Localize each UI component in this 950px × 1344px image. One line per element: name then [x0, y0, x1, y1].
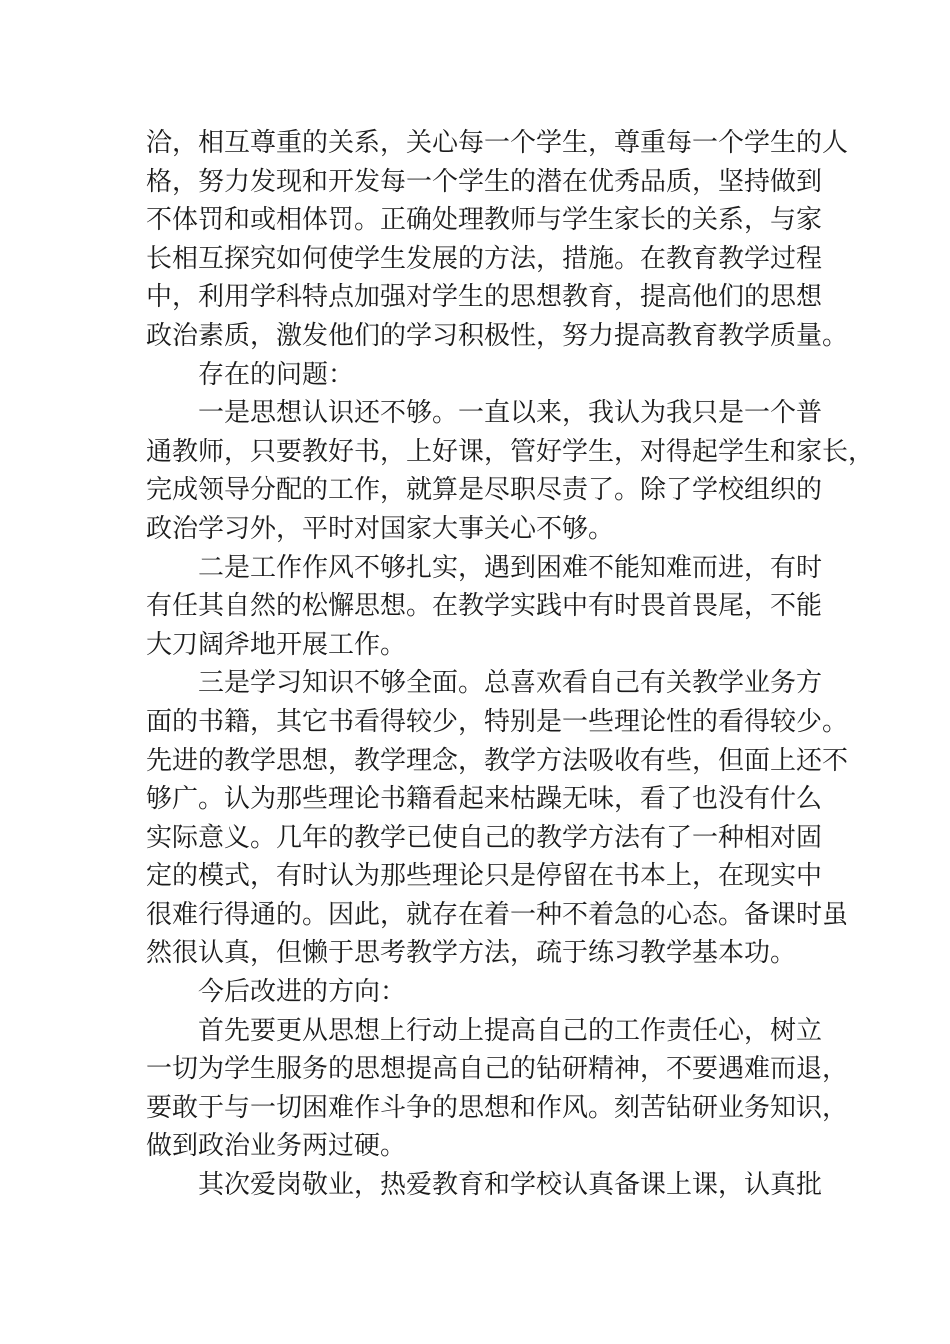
text-line-21: 很难行得通的。因此，就存在着一种不着急的心态。备课时虽 — [146, 899, 849, 930]
text-line-27: 做到政治业务两过硬。 — [146, 1131, 407, 1162]
text-line-2: 格，努力发现和开发每一个学生的潜在优秀品质，坚持做到 — [146, 166, 823, 197]
text-line-11: 政治学习外，平时对国家大事关心不够。 — [146, 513, 615, 544]
text-line-14: 大刀阔斧地开展工作。 — [146, 629, 407, 660]
text-line-25: 一切为学生服务的思想提高自己的钻研精神，不要遇难而退， — [146, 1054, 849, 1085]
text-line-24: 首先要更从思想上行动上提高自己的工作责任心，树立 — [198, 1015, 823, 1046]
text-line-28: 其次爱岗敬业，热爱教育和学校认真备课上课，认真批 — [198, 1170, 823, 1201]
text-line-4: 长相互探究如何使学生发展的方法，措施。在教育教学过程 — [146, 243, 823, 274]
text-line-26: 要敢于与一切困难作斗争的思想和作风。刻苦钻研业务知识， — [146, 1092, 849, 1123]
text-line-8: 一是思想认识还不够。一直以来，我认为我只是一个普 — [198, 398, 823, 429]
text-line-9: 通教师，只要教好书，上好课，管好学生，对得起学生和家长， — [146, 436, 875, 467]
text-line-6: 政治素质，激发他们的学习积极性，努力提高教育教学质量。 — [146, 320, 849, 351]
text-line-16: 面的书籍，其它书看得较少，特别是一些理论性的看得较少。 — [146, 706, 849, 737]
text-line-3: 不体罚和或相体罚。正确处理教师与学生家长的关系，与家 — [146, 205, 823, 236]
text-line-13: 有任其自然的松懈思想。在教学实践中有时畏首畏尾，不能 — [146, 591, 823, 622]
text-line-5: 中，利用学科特点加强对学生的思想教育，提高他们的思想 — [146, 282, 823, 313]
text-line-19: 实际意义。几年的教学已使自己的教学方法有了一种相对固 — [146, 822, 823, 853]
section-heading-problems: 存在的问题： — [198, 359, 355, 390]
text-line-12: 二是工作作风不够扎实，遇到困难不能知难而进，有时 — [198, 552, 823, 583]
text-line-1: 洽，相互尊重的关系，关心每一个学生，尊重每一个学生的人 — [146, 128, 849, 158]
text-line-18: 够广。认为那些理论书籍看起来枯躁无味，看了也没有什么 — [146, 784, 823, 815]
text-line-20: 定的模式，有时认为那些理论只是停留在书本上，在现实中 — [146, 861, 823, 892]
text-line-22: 然很认真，但懒于思考教学方法，疏于练习教学基本功。 — [146, 938, 797, 969]
document-body — [146, 124, 875, 1205]
text-line-17: 先进的教学思想，教学理念，教学方法吸收有些，但面上还不 — [146, 745, 849, 776]
text-line-10: 完成领导分配的工作，就算是尽职尽责了。除了学校组织的 — [146, 475, 823, 506]
section-heading-improvements: 今后改进的方向： — [198, 977, 407, 1008]
text-line-15: 三是学习知识不够全面。总喜欢看自己有关教学业务方 — [198, 668, 823, 699]
